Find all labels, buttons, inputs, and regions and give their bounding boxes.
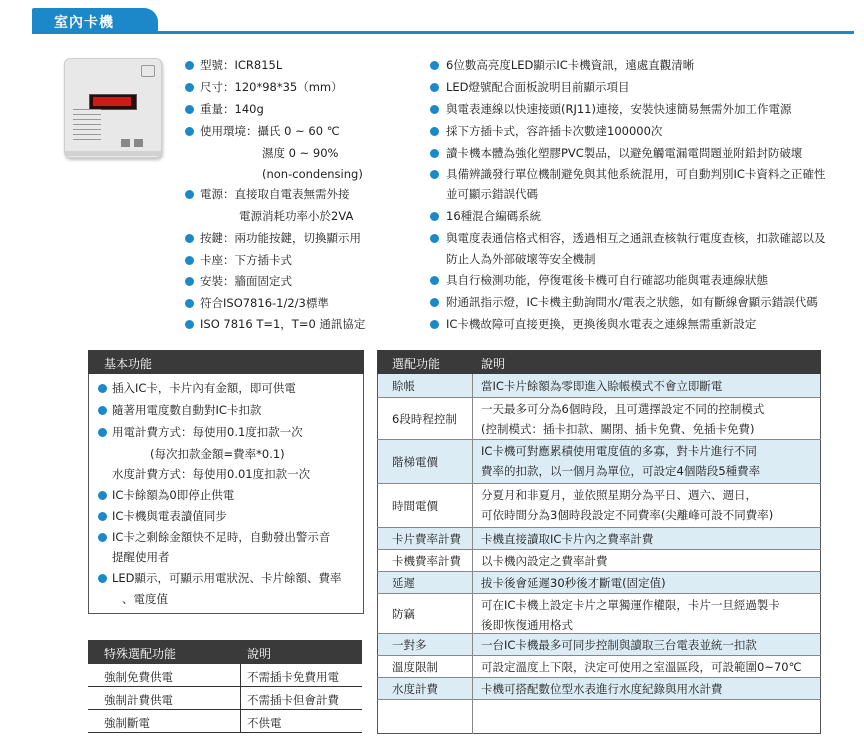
bullet-icon: [185, 320, 194, 329]
spec-item: 電源：直接取自電表無需外接: [200, 187, 350, 201]
spec-item: 重量：140g: [200, 102, 264, 116]
table-row-name: 防竊: [392, 607, 415, 621]
spec-item: (non-condensing): [262, 167, 363, 181]
bullet-icon: [98, 406, 107, 415]
table-row-name: 強制斷電: [104, 716, 150, 730]
bullet-icon: [185, 234, 194, 243]
bullet-icon: [430, 212, 439, 221]
basic-item: IC卡餘額為0即停止供電: [112, 488, 235, 502]
table-row-name: 溫度限制: [392, 660, 438, 674]
spec-item: LED燈號配合面板說明目前顯示項目: [446, 80, 630, 94]
bullet-icon: [185, 190, 194, 199]
basic-item: 、電度值: [122, 592, 168, 606]
spec-item: 安裝：牆面固定式: [200, 274, 292, 288]
bullet-icon: [98, 574, 107, 583]
basic-item: 隨著用電度數自動對IC卡扣款: [112, 403, 262, 417]
table-row-desc: 一天最多可分為6個時段，且可選擇設定不同的控制模式: [481, 402, 765, 416]
table-row-name: 時間電價: [392, 499, 438, 513]
table-row-desc: 後即恢復通用格式: [481, 618, 573, 632]
row-divider: [88, 709, 362, 710]
bullet-icon: [430, 170, 439, 179]
row-divider: [377, 699, 821, 700]
bullet-icon: [430, 105, 439, 114]
bullet-icon: [185, 105, 194, 114]
bullet-icon: [185, 83, 194, 92]
bullet-icon: [98, 428, 107, 437]
table-row-name: 延遲: [392, 576, 415, 590]
column-divider: [240, 664, 241, 733]
basic-item: 提醒使用者: [112, 550, 170, 564]
spec-item: 16種混合編碼系統: [446, 209, 542, 223]
section-divider: [32, 31, 854, 34]
bullet-icon: [185, 256, 194, 265]
column-divider: [472, 374, 473, 734]
table-row-desc: 卡機可搭配數位型水表進行水度紀錄與用水計費: [481, 682, 723, 696]
basic-item: IC卡機與電表讀值同步: [112, 509, 227, 523]
spec-item: 具自行檢測功能，停復電後卡機可自行確認功能與電表連線狀態: [446, 273, 768, 287]
bullet-icon: [185, 61, 194, 70]
led-display: [89, 94, 137, 110]
device-button-icon: [134, 139, 143, 147]
table-row-desc: 可設定溫度上下限，決定可使用之室溫區段，可設範圍0~70℃: [481, 660, 802, 674]
row-divider: [88, 732, 362, 733]
table-row-desc: 分夏月和非夏月，並依照星期分為平日、週六、週日，: [481, 488, 757, 502]
table-row-desc: (控制模式：插卡扣款、關閉、插卡免費、免插卡免費): [481, 422, 755, 436]
table-row-desc: 卡機直接讀取IC卡片內之費率計費: [481, 532, 654, 546]
table-row-name: 階梯電價: [392, 455, 438, 469]
basic-item: LED顯示，可顯示用電狀況、卡片餘額、費率: [112, 571, 342, 585]
col-header: 說明: [481, 357, 506, 371]
table-row-desc: 費率的扣款，以一個月為單位，可設定4個階段5種費率: [481, 464, 761, 478]
bullet-icon: [185, 277, 194, 286]
bullet-icon: [98, 384, 107, 393]
bullet-icon: [430, 298, 439, 307]
bullet-icon: [185, 299, 194, 308]
panel-labels: [73, 109, 101, 145]
table-row-desc: 不需插卡免費用電: [247, 670, 339, 684]
bullet-icon: [185, 127, 194, 136]
spec-item: 6位數高亮度LED顯示IC卡機資訊，遠處直觀清晰: [446, 58, 695, 72]
spec-item: 與電度表通信格式相容，透過相互之通訊查核執行電度查核，扣款確認以及: [446, 231, 826, 245]
table-row-desc: 可在IC卡機上設定卡片之單獨運作權限，卡片一旦經過製卡: [481, 598, 780, 612]
led-digits: [93, 97, 131, 106]
bullet-icon: [98, 512, 107, 521]
bullet-icon: [430, 234, 439, 243]
spec-item: 按鍵：兩功能按鍵，切換顯示用: [200, 231, 361, 245]
basic-item: 插入IC卡，卡片內有金額，即可供電: [112, 381, 296, 395]
table-row-name: 賒帳: [392, 379, 415, 393]
basic-item: (每次扣款金額=費率*0.1): [150, 447, 285, 461]
table-row-desc: 一台IC卡機最多可同步控制與讀取三台電表並統一扣款: [481, 638, 757, 652]
device-button-icon: [121, 139, 130, 147]
spec-item: 具備辨識發行單位機制避免與其他系統混用，可自動判別IC卡資料之正確性: [446, 167, 826, 181]
bullet-icon: [430, 61, 439, 70]
table-row-name: 一對多: [392, 638, 427, 652]
spec-item: 型號：ICR815L: [200, 58, 283, 72]
spec-item: 附通訊指示燈，IC卡機主動詢問水/電表之狀態，如有斷線會顯示錯誤代碼: [446, 295, 818, 309]
card-slot: [65, 151, 161, 156]
bullet-icon: [430, 127, 439, 136]
table-row-name: 強制計費供電: [104, 693, 173, 707]
bullet-icon: [98, 491, 107, 500]
spec-item: 讀卡機本體為強化塑膠PVC製品，以避免觸電漏電問題並附鉛封防破壞: [446, 146, 803, 160]
bullet-icon: [430, 276, 439, 285]
table-row-name: 卡片費率計費: [392, 532, 461, 546]
table-row-desc: 以卡機內設定之費率計費: [481, 554, 608, 568]
table-row-desc: 不供電: [247, 716, 282, 730]
spec-item: 卡座：下方插卡式: [200, 253, 292, 267]
section-title: 室內卡機: [54, 15, 114, 31]
table-row-desc: 可依時間分為3個時段設定不同費率(尖離峰可設不同費率): [481, 508, 774, 522]
spec-item: 濕度 0 ~ 90%: [262, 146, 339, 160]
bullet-icon: [430, 83, 439, 92]
basic-item: 水度計費方式：每使用0.01度扣款一次: [112, 467, 311, 481]
spec-item: 防止人為外部破壞等安全機制: [446, 252, 596, 266]
brand-logo-icon: [141, 65, 155, 77]
spec-item: 採下方插卡式，容許插卡次數達100000次: [446, 124, 663, 138]
spec-item: 與電表連線以快速接頭(RJ11)連接，安裝快速簡易無需外加工作電源: [446, 102, 792, 116]
table-row-desc: 拔卡後會延遲30秒後才斷電(固定值): [481, 576, 666, 590]
spec-item: ISO 7816 T=1，T=0 通訊協定: [200, 317, 366, 331]
col-header: 選配功能: [392, 357, 441, 371]
bullet-icon: [430, 320, 439, 329]
section-tab: [0, 0, 160, 38]
bullet-icon: [98, 533, 107, 542]
table-row-name: 水度計費: [392, 682, 438, 696]
row-divider: [88, 686, 362, 687]
spec-item: 符合ISO7816-1/2/3標準: [200, 296, 329, 310]
spec-item: 並可顯示錯誤代碼: [446, 187, 538, 201]
basic-item: 用電計費方式：每使用0.1度扣款一次: [112, 425, 303, 439]
table-row-name: 6段時程控制: [392, 412, 457, 426]
basic-item: IC卡之剩餘金額快不足時，自動發出警示音: [112, 530, 331, 544]
table-row-desc: IC卡機可對應累積使用電度值的多寡，對卡片進行不同: [481, 444, 757, 458]
table-row-name: 強制免費供電: [104, 670, 173, 684]
card-reader-image: [64, 58, 162, 158]
spec-item: IC卡機故障可直接更換，更換後與水電表之連線無需重新設定: [446, 317, 757, 331]
col-header: 特殊選配功能: [104, 647, 177, 661]
spec-item: 尺寸：120*98*35（mm）: [200, 80, 343, 94]
table-header: [377, 350, 821, 374]
table-row-desc: 不需插卡但會計費: [247, 693, 339, 707]
col-header: 說明: [247, 647, 272, 661]
table-row-name: 卡機費率計費: [392, 554, 461, 568]
bullet-icon: [430, 149, 439, 158]
panel-title: 基本功能: [104, 357, 153, 371]
spec-item: 電源消耗功率小於2VA: [239, 209, 354, 223]
spec-item: 使用環境：攝氏 0 ~ 60 ℃: [200, 124, 340, 138]
table-row-desc: 當IC卡片餘額為零即進入賒帳模式不會立即斷電: [481, 379, 723, 393]
